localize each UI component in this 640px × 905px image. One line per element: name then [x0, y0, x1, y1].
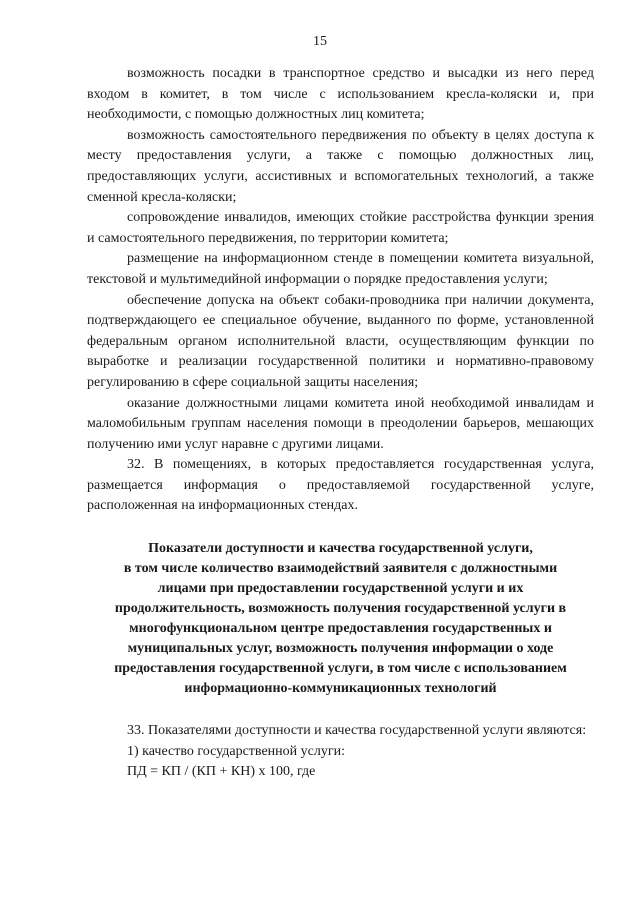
heading-line: в том числе количество взаимодействий заявителя с должностными	[123, 561, 558, 577]
paragraph-info-stand: размещение на информационном стенде в помещении комитета визуальной, текстовой и мультимедийной информации о порядке предоставления услуги;	[87, 251, 594, 287]
paragraph-guide-dog: обеспечение допуска на объект собаки-проводника при наличии документа, подтверждающего ее специальное обучение, выданного по форме, установленной федеральным органом исполнительной власти, осуществляющим функции по выработке и реализации государственной политики и нормативно-правовому регулированию в сфере социальной защиты населения;	[87, 292, 594, 390]
paragraph-33: 33. Показателями доступности и качества государственной услуги являются:	[127, 723, 587, 739]
page-number: 15	[313, 34, 327, 49]
paragraph-movement: возможность самостоятельного передвижения по объекту в целях доступа к месту предоставления услуги, а также с помощью должностных лиц, предоставляющих услуги, ассистивных и вспомогательных технологий, а также сменной кресла-коляски;	[87, 127, 594, 205]
heading-line: лицами при предоставлении государственной услуги и их	[157, 581, 524, 597]
heading-line: Показатели доступности и качества государственной услуги,	[148, 541, 533, 557]
document-body	[87, 64, 594, 783]
list-item-quality: 1) качество государственной услуги:	[127, 743, 345, 759]
formula: ПД = КП / (КП + КН) x 100, где	[127, 764, 316, 780]
paragraph-assistance: оказание должностными лицами комитета иной необходимой инвалидам и маломобильным группам населения помощи в преодолении барьеров, мешающих получению ими услуг наравне с другими лицами.	[87, 395, 594, 452]
heading-line: муниципальных услуг, возможность получения информации о ходе	[127, 641, 554, 657]
heading-line: информационно-коммуникационных технологий	[184, 681, 497, 697]
paragraph-escort: сопровождение инвалидов, имеющих стойкие расстройства функции зрения и самостоятельного передвижения, по территории комитета;	[87, 210, 594, 246]
heading-line: многофункциональном центре предоставления государственных и	[129, 621, 552, 637]
heading-line: предоставления государственной услуги, в том числе с использованием	[114, 661, 567, 677]
heading-line: продолжительность, возможность получения государственной услуги в	[114, 601, 567, 617]
paragraph-boarding: возможность посадки в транспортное средство и высадки из него перед входом в комитет, в том числе с использованием кресла-коляски и, при необходимости, с помощью должностных лиц комитета;	[87, 66, 594, 123]
section-heading	[87, 539, 594, 699]
paragraph-32: 32. В помещениях, в которых предоставляется государственная услуга, размещается информация о предоставляемой государственной услуге, расположенная на информационных стендах.	[87, 457, 594, 514]
